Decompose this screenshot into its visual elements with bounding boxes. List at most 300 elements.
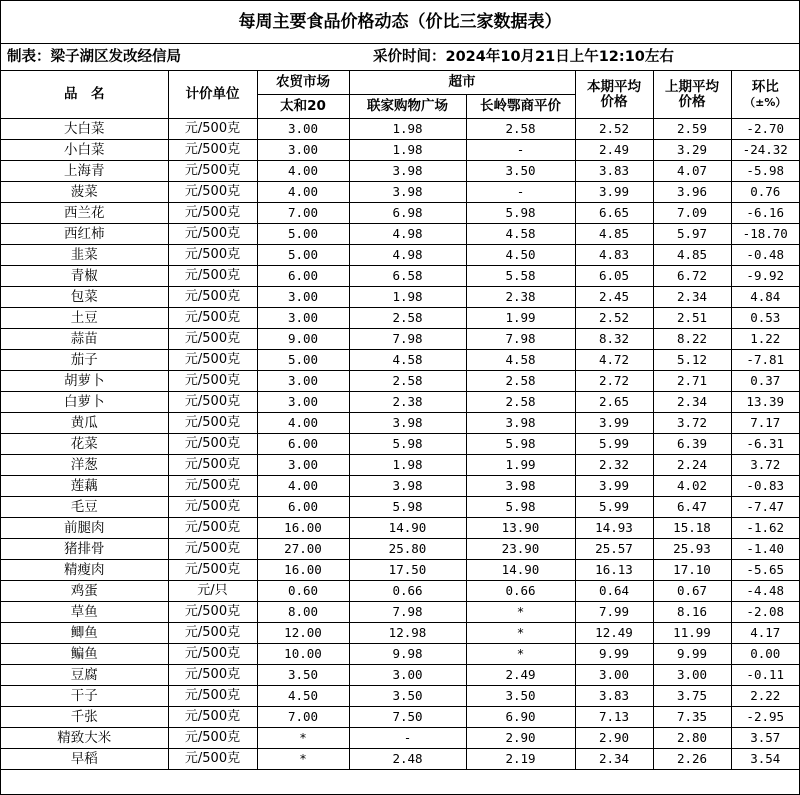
cell-unit: 元/500克 [168, 413, 257, 434]
cell-current-avg: 2.52 [575, 119, 653, 140]
cell-name: 上海青 [1, 161, 168, 182]
cell-change: 4.84 [731, 287, 799, 308]
cell-name: 鲫鱼 [1, 623, 168, 644]
cell-last-avg: 6.47 [653, 497, 731, 518]
cell-last-avg: 4.02 [653, 476, 731, 497]
cell-unit: 元/500克 [168, 350, 257, 371]
cell-name: 毛豆 [1, 497, 168, 518]
header-name: 品 名 [1, 71, 168, 119]
table-row [1, 329, 799, 350]
cell-name: 洋葱 [1, 455, 168, 476]
cell-super2-price: 14.90 [466, 560, 575, 581]
cell-change: 13.39 [731, 392, 799, 413]
meta-row [1, 44, 799, 71]
cell-last-avg: 11.99 [653, 623, 731, 644]
cell-change: -0.48 [731, 245, 799, 266]
cell-super1-price: 1.98 [349, 455, 466, 476]
cell-super2-price: 2.58 [466, 392, 575, 413]
cell-name: 猪排骨 [1, 539, 168, 560]
cell-change: -0.83 [731, 476, 799, 497]
cell-super1-price: 1.98 [349, 287, 466, 308]
cell-super2-price: 2.19 [466, 749, 575, 770]
cell-name: 千张 [1, 707, 168, 728]
cell-name: 土豆 [1, 308, 168, 329]
cell-change: 3.57 [731, 728, 799, 749]
cell-current-avg: 6.05 [575, 266, 653, 287]
cell-change: 0.37 [731, 371, 799, 392]
table-row [1, 497, 799, 518]
header-change-line1: 环比 [751, 78, 779, 95]
table-row [1, 392, 799, 413]
cell-change: -9.92 [731, 266, 799, 287]
cell-last-avg: 4.85 [653, 245, 731, 266]
cell-change: -0.11 [731, 665, 799, 686]
cell-change: -5.65 [731, 560, 799, 581]
table-row [1, 539, 799, 560]
cell-unit: 元/500克 [168, 245, 257, 266]
cell-market-price: 5.00 [257, 245, 349, 266]
cell-market-price: 3.00 [257, 392, 349, 413]
cell-current-avg: 3.99 [575, 182, 653, 203]
table-row [1, 224, 799, 245]
cell-market-price: 3.00 [257, 287, 349, 308]
cell-unit: 元/500克 [168, 203, 257, 224]
cell-unit: 元/500克 [168, 539, 257, 560]
cell-super1-price: - [349, 728, 466, 749]
cell-change: -6.16 [731, 203, 799, 224]
cell-last-avg: 15.18 [653, 518, 731, 539]
cell-current-avg: 4.85 [575, 224, 653, 245]
header-supermarket: 超市 [349, 71, 575, 95]
cell-unit: 元/500克 [168, 644, 257, 665]
cell-current-avg: 5.99 [575, 497, 653, 518]
table-row [1, 749, 799, 770]
cell-change: 0.00 [731, 644, 799, 665]
cell-change: -7.47 [731, 497, 799, 518]
cell-market-price: 3.00 [257, 371, 349, 392]
cell-current-avg: 12.49 [575, 623, 653, 644]
cell-unit: 元/500克 [168, 161, 257, 182]
cell-super1-price: 5.98 [349, 434, 466, 455]
cell-super2-price: 2.58 [466, 371, 575, 392]
cell-super2-price: 2.58 [466, 119, 575, 140]
cell-name: 青椒 [1, 266, 168, 287]
cell-super1-price: 3.98 [349, 476, 466, 497]
cell-current-avg: 2.72 [575, 371, 653, 392]
cell-name: 早稻 [1, 749, 168, 770]
cell-super2-price: 13.90 [466, 518, 575, 539]
cell-unit: 元/500克 [168, 371, 257, 392]
cell-unit: 元/500克 [168, 665, 257, 686]
cell-current-avg: 2.52 [575, 308, 653, 329]
header-super2: 长岭鄂商平价 [466, 95, 575, 119]
cell-super1-price: 2.58 [349, 371, 466, 392]
cell-super2-price: 5.98 [466, 434, 575, 455]
cell-super1-price: 5.98 [349, 497, 466, 518]
cell-unit: 元/500克 [168, 623, 257, 644]
cell-market-price: 3.00 [257, 308, 349, 329]
header-unit: 计价单位 [168, 71, 257, 119]
cell-last-avg: 7.35 [653, 707, 731, 728]
cell-super2-price: 0.66 [466, 581, 575, 602]
cell-last-avg: 2.26 [653, 749, 731, 770]
cell-super2-price: 5.98 [466, 203, 575, 224]
cell-current-avg: 2.90 [575, 728, 653, 749]
cell-last-avg: 8.22 [653, 329, 731, 350]
cell-change: -2.70 [731, 119, 799, 140]
table-row [1, 350, 799, 371]
cell-super2-price: - [466, 140, 575, 161]
table-row [1, 119, 799, 140]
cell-change: 2.22 [731, 686, 799, 707]
header-market-sub: 太和20 [257, 95, 349, 119]
cell-super1-price: 25.80 [349, 539, 466, 560]
cell-super2-price: 3.98 [466, 413, 575, 434]
cell-last-avg: 2.34 [653, 392, 731, 413]
cell-super1-price: 7.50 [349, 707, 466, 728]
cell-super2-price: 4.58 [466, 224, 575, 245]
cell-unit: 元/500克 [168, 182, 257, 203]
cell-unit: 元/500克 [168, 119, 257, 140]
cell-super2-price: 7.98 [466, 329, 575, 350]
cell-last-avg: 0.67 [653, 581, 731, 602]
cell-unit: 元/500克 [168, 728, 257, 749]
cell-last-avg: 3.96 [653, 182, 731, 203]
cell-last-avg: 6.72 [653, 266, 731, 287]
cell-current-avg: 16.13 [575, 560, 653, 581]
cell-unit: 元/500克 [168, 749, 257, 770]
cell-name: 菠菜 [1, 182, 168, 203]
cell-last-avg: 7.09 [653, 203, 731, 224]
table-row [1, 266, 799, 287]
cell-unit: 元/500克 [168, 707, 257, 728]
cell-current-avg: 8.32 [575, 329, 653, 350]
cell-name: 茄子 [1, 350, 168, 371]
cell-name: 鸡蛋 [1, 581, 168, 602]
table-row [1, 707, 799, 728]
cell-super1-price: 0.66 [349, 581, 466, 602]
cell-market-price: * [257, 749, 349, 770]
cell-current-avg: 2.65 [575, 392, 653, 413]
header-current-avg-line2: 价格 [600, 93, 628, 110]
cell-name: 精瘦肉 [1, 560, 168, 581]
table-row [1, 371, 799, 392]
cell-super1-price: 1.98 [349, 140, 466, 161]
cell-change: 0.76 [731, 182, 799, 203]
cell-market-price: 27.00 [257, 539, 349, 560]
cell-super2-price: 1.99 [466, 308, 575, 329]
header-current-avg [575, 71, 653, 119]
cell-super1-price: 3.98 [349, 182, 466, 203]
cell-name: 前腿肉 [1, 518, 168, 539]
table-row [1, 203, 799, 224]
cell-market-price: 5.00 [257, 224, 349, 245]
cell-unit: 元/500克 [168, 392, 257, 413]
cell-market-price: 3.00 [257, 119, 349, 140]
cell-market-price: 4.00 [257, 413, 349, 434]
cell-market-price: 4.50 [257, 686, 349, 707]
cell-name: 西兰花 [1, 203, 168, 224]
cell-market-price: 6.00 [257, 434, 349, 455]
cell-name: 白萝卜 [1, 392, 168, 413]
cell-change: -1.40 [731, 539, 799, 560]
cell-unit: 元/500克 [168, 140, 257, 161]
cell-change: -18.70 [731, 224, 799, 245]
table-row [1, 665, 799, 686]
cell-market-price: 12.00 [257, 623, 349, 644]
cell-market-price: 6.00 [257, 497, 349, 518]
sheet-title: 每周主要食品价格动态（价比三家数据表） [1, 1, 799, 44]
cell-name: 花菜 [1, 434, 168, 455]
cell-last-avg: 2.51 [653, 308, 731, 329]
cell-name: 鳊鱼 [1, 644, 168, 665]
cell-super2-price: 5.58 [466, 266, 575, 287]
cell-last-avg: 2.80 [653, 728, 731, 749]
table-row [1, 308, 799, 329]
cell-change: -5.98 [731, 161, 799, 182]
cell-change: -7.81 [731, 350, 799, 371]
table-row [1, 245, 799, 266]
cell-current-avg: 3.83 [575, 161, 653, 182]
table-row [1, 623, 799, 644]
cell-market-price: 7.00 [257, 707, 349, 728]
cell-last-avg: 2.71 [653, 371, 731, 392]
cell-super1-price: 2.48 [349, 749, 466, 770]
table-row [1, 455, 799, 476]
cell-current-avg: 7.99 [575, 602, 653, 623]
cell-name: 西红柿 [1, 224, 168, 245]
table-header [1, 71, 799, 119]
table-row [1, 644, 799, 665]
cell-name: 韭菜 [1, 245, 168, 266]
header-change [731, 71, 799, 119]
cell-unit: 元/500克 [168, 476, 257, 497]
cell-super2-price: 23.90 [466, 539, 575, 560]
cell-super1-price: 3.50 [349, 686, 466, 707]
cell-super2-price: 3.50 [466, 161, 575, 182]
cell-name: 干子 [1, 686, 168, 707]
cell-current-avg: 7.13 [575, 707, 653, 728]
cell-last-avg: 2.34 [653, 287, 731, 308]
header-last-avg-line1: 上期平均 [665, 78, 719, 95]
cell-super2-price: 6.90 [466, 707, 575, 728]
header-current-avg-line1: 本期平均 [587, 78, 641, 95]
cell-name: 蒜苗 [1, 329, 168, 350]
cell-change: 4.17 [731, 623, 799, 644]
table-row [1, 182, 799, 203]
cell-market-price: 16.00 [257, 560, 349, 581]
cell-super1-price: 4.98 [349, 224, 466, 245]
cell-change: 3.54 [731, 749, 799, 770]
cell-super2-price: * [466, 602, 575, 623]
cell-last-avg: 2.59 [653, 119, 731, 140]
cell-last-avg: 3.00 [653, 665, 731, 686]
table-row [1, 728, 799, 749]
cell-super1-price: 2.38 [349, 392, 466, 413]
cell-market-price: * [257, 728, 349, 749]
table-body [1, 119, 799, 770]
cell-super1-price: 6.58 [349, 266, 466, 287]
table-row [1, 518, 799, 539]
header-last-avg [653, 71, 731, 119]
cell-unit: 元/500克 [168, 686, 257, 707]
header-change-line2: （±%） [744, 95, 787, 109]
cell-change: -1.62 [731, 518, 799, 539]
price-table [1, 71, 799, 770]
cell-last-avg: 5.12 [653, 350, 731, 371]
table-row [1, 476, 799, 497]
table-row [1, 140, 799, 161]
cell-current-avg: 3.83 [575, 686, 653, 707]
cell-name: 小白菜 [1, 140, 168, 161]
cell-unit: 元/500克 [168, 602, 257, 623]
cell-change: 0.53 [731, 308, 799, 329]
cell-name: 精致大米 [1, 728, 168, 749]
cell-last-avg: 8.16 [653, 602, 731, 623]
cell-super2-price: 5.98 [466, 497, 575, 518]
cell-super1-price: 4.98 [349, 245, 466, 266]
cell-market-price: 10.00 [257, 644, 349, 665]
cell-change: -24.32 [731, 140, 799, 161]
table-row [1, 581, 799, 602]
cell-last-avg: 3.29 [653, 140, 731, 161]
table-row [1, 560, 799, 581]
cell-super1-price: 6.98 [349, 203, 466, 224]
cell-change: -2.95 [731, 707, 799, 728]
cell-market-price: 9.00 [257, 329, 349, 350]
cell-last-avg: 9.99 [653, 644, 731, 665]
cell-market-price: 4.00 [257, 161, 349, 182]
cell-super2-price: - [466, 182, 575, 203]
header-super1: 联家购物广场 [349, 95, 466, 119]
cell-market-price: 16.00 [257, 518, 349, 539]
cell-market-price: 7.00 [257, 203, 349, 224]
cell-super1-price: 14.90 [349, 518, 466, 539]
cell-change: -4.48 [731, 581, 799, 602]
cell-unit: 元/500克 [168, 266, 257, 287]
cell-market-price: 3.00 [257, 455, 349, 476]
cell-market-price: 5.00 [257, 350, 349, 371]
cell-current-avg: 5.99 [575, 434, 653, 455]
cell-change: -6.31 [731, 434, 799, 455]
cell-super2-price: 1.99 [466, 455, 575, 476]
header-market: 农贸市场 [257, 71, 349, 95]
cell-current-avg: 2.32 [575, 455, 653, 476]
cell-unit: 元/500克 [168, 434, 257, 455]
header-last-avg-line2: 价格 [678, 93, 706, 110]
cell-current-avg: 14.93 [575, 518, 653, 539]
cell-current-avg: 25.57 [575, 539, 653, 560]
cell-current-avg: 3.99 [575, 413, 653, 434]
cell-change: -2.08 [731, 602, 799, 623]
cell-super2-price: * [466, 623, 575, 644]
table-row [1, 686, 799, 707]
cell-super2-price: 3.98 [466, 476, 575, 497]
cell-unit: 元/500克 [168, 518, 257, 539]
cell-current-avg: 0.64 [575, 581, 653, 602]
cell-unit: 元/500克 [168, 224, 257, 245]
cell-change: 1.22 [731, 329, 799, 350]
collect-time: 采价时间：2024年10月21日上午12:10左右 [373, 49, 674, 65]
cell-super1-price: 3.98 [349, 413, 466, 434]
cell-name: 豆腐 [1, 665, 168, 686]
cell-last-avg: 2.24 [653, 455, 731, 476]
cell-market-price: 8.00 [257, 602, 349, 623]
cell-last-avg: 5.97 [653, 224, 731, 245]
cell-current-avg: 3.00 [575, 665, 653, 686]
cell-name: 草鱼 [1, 602, 168, 623]
cell-super2-price: 3.50 [466, 686, 575, 707]
cell-current-avg: 2.34 [575, 749, 653, 770]
table-row [1, 287, 799, 308]
table-maker: 制表：梁子湖区发改经信局 [7, 49, 181, 65]
cell-current-avg: 2.45 [575, 287, 653, 308]
cell-unit: 元/500克 [168, 287, 257, 308]
cell-super1-price: 1.98 [349, 119, 466, 140]
cell-last-avg: 25.93 [653, 539, 731, 560]
table-row [1, 413, 799, 434]
cell-market-price: 4.00 [257, 182, 349, 203]
cell-change: 3.72 [731, 455, 799, 476]
cell-last-avg: 17.10 [653, 560, 731, 581]
cell-last-avg: 3.72 [653, 413, 731, 434]
cell-super2-price: 4.50 [466, 245, 575, 266]
cell-super2-price: 2.90 [466, 728, 575, 749]
cell-market-price: 6.00 [257, 266, 349, 287]
cell-unit: 元/500克 [168, 560, 257, 581]
cell-current-avg: 4.72 [575, 350, 653, 371]
cell-unit: 元/500克 [168, 329, 257, 350]
cell-super2-price: 4.58 [466, 350, 575, 371]
cell-current-avg: 6.65 [575, 203, 653, 224]
cell-super1-price: 7.98 [349, 602, 466, 623]
cell-super1-price: 12.98 [349, 623, 466, 644]
cell-super2-price: * [466, 644, 575, 665]
cell-last-avg: 3.75 [653, 686, 731, 707]
cell-current-avg: 3.99 [575, 476, 653, 497]
cell-unit: 元/只 [168, 581, 257, 602]
cell-super1-price: 7.98 [349, 329, 466, 350]
cell-name: 大白菜 [1, 119, 168, 140]
cell-last-avg: 6.39 [653, 434, 731, 455]
cell-last-avg: 4.07 [653, 161, 731, 182]
cell-super1-price: 4.58 [349, 350, 466, 371]
table-row [1, 434, 799, 455]
cell-unit: 元/500克 [168, 308, 257, 329]
table-row [1, 161, 799, 182]
cell-super2-price: 2.49 [466, 665, 575, 686]
cell-super1-price: 2.58 [349, 308, 466, 329]
cell-name: 黄瓜 [1, 413, 168, 434]
cell-unit: 元/500克 [168, 455, 257, 476]
cell-current-avg: 9.99 [575, 644, 653, 665]
cell-name: 胡萝卜 [1, 371, 168, 392]
cell-super1-price: 3.98 [349, 161, 466, 182]
cell-super1-price: 3.00 [349, 665, 466, 686]
cell-unit: 元/500克 [168, 497, 257, 518]
cell-market-price: 3.00 [257, 140, 349, 161]
table-row [1, 602, 799, 623]
cell-current-avg: 2.49 [575, 140, 653, 161]
cell-super1-price: 17.50 [349, 560, 466, 581]
cell-current-avg: 4.83 [575, 245, 653, 266]
cell-change: 7.17 [731, 413, 799, 434]
cell-name: 莲藕 [1, 476, 168, 497]
cell-name: 包菜 [1, 287, 168, 308]
cell-super2-price: 2.38 [466, 287, 575, 308]
cell-market-price: 4.00 [257, 476, 349, 497]
cell-super1-price: 9.98 [349, 644, 466, 665]
